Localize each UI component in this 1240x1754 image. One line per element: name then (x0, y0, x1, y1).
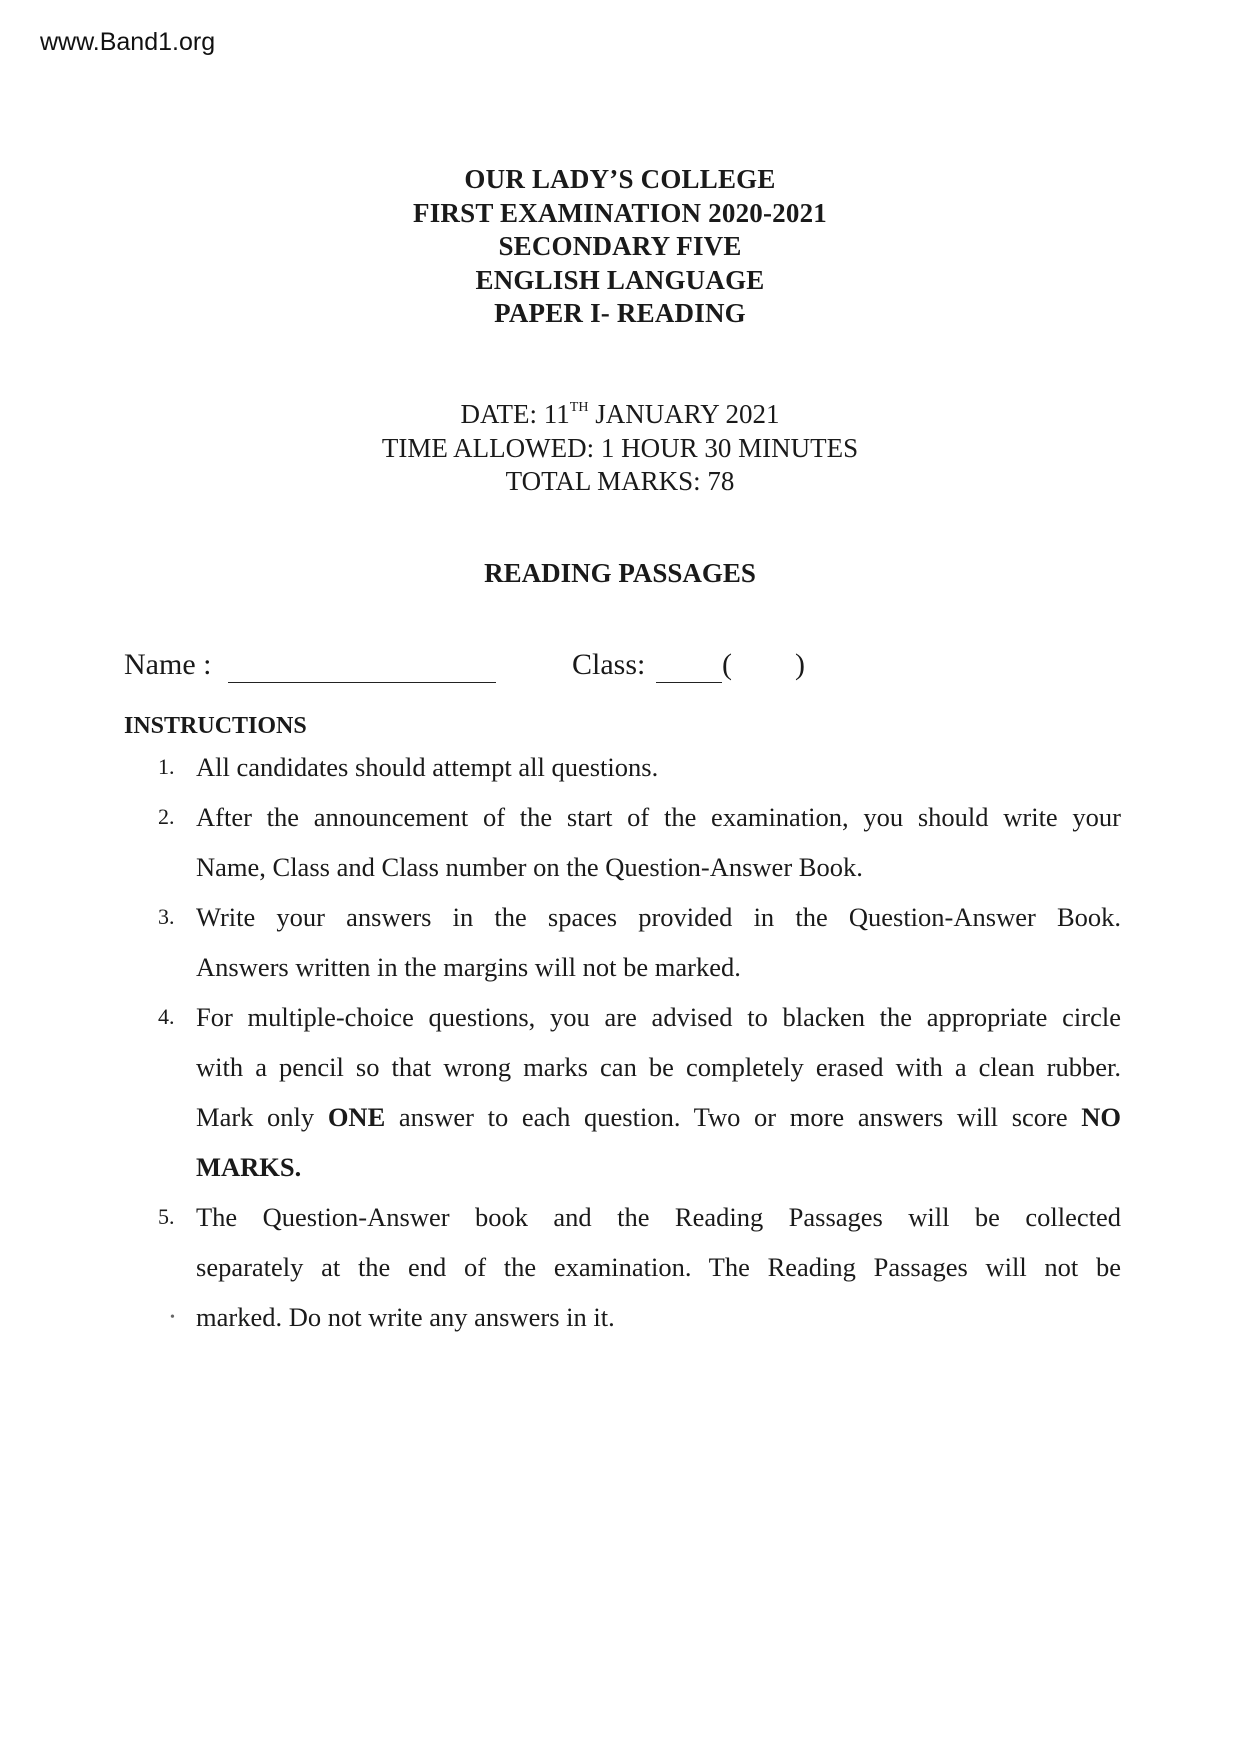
instruction-line: For multiple-choice questions, you are advised to blacken the appropriate circle (196, 1002, 1121, 1032)
instruction-number: 2. (158, 804, 175, 829)
emphasis-no: NO (1081, 1102, 1122, 1132)
instruction-line: Answers written in the margins will not be marked. (196, 952, 741, 982)
level: SECONDARY FIVE (498, 231, 742, 261)
emphasis-one: ONE (327, 1102, 386, 1132)
class-label: Class: (572, 648, 646, 681)
instruction-number: 5. (158, 1204, 175, 1229)
instruction-item (158, 1192, 1121, 1342)
date-superscript: TH (569, 400, 589, 415)
exam-info (0, 398, 1240, 499)
exam-date: DATE: 11TH JANUARY 2021 (460, 399, 780, 429)
exam-name: FIRST EXAMINATION 2020-2021 (413, 197, 827, 228)
instructions-list (0, 742, 1240, 1342)
class-blank[interactable] (656, 682, 722, 683)
section-title: READING PASSAGES (484, 558, 756, 588)
school-name: OUR LADY’S COLLEGE (464, 164, 776, 194)
instruction-line: separately at the end of the examination. The Reading Passages will not be (196, 1252, 1121, 1282)
exam-header (0, 163, 1240, 331)
paper-title: PAPER I- READING (494, 298, 746, 328)
instruction-line: Name, Class and Class number on the Question-Answer Book. (196, 852, 863, 882)
instructions-heading: INSTRUCTIONS (124, 713, 307, 739)
total-marks: TOTAL MARKS: 78 (505, 466, 735, 496)
instruction-line: The Question-Answer book and the Reading Passages will be collected (196, 1202, 1121, 1232)
instruction-item (158, 892, 1121, 992)
instruction-number: 4. (158, 1004, 175, 1029)
class-number-paren-close: ) (795, 648, 805, 681)
instruction-item (158, 992, 1122, 1192)
name-blank[interactable] (228, 682, 496, 683)
instruction-number: 3. (158, 904, 175, 929)
emphasis-marks: MARKS. (196, 1152, 302, 1182)
instruction-text: All candidates should attempt all questions. (196, 752, 659, 782)
instruction-line: marked. Do not write any answers in it. (196, 1302, 615, 1332)
name-label: Name : (124, 648, 212, 681)
instruction-item (158, 742, 1121, 792)
instruction-line: After the announcement of the start of the examination, you should write your (196, 802, 1121, 832)
scan-speck: • (170, 1310, 175, 1325)
instruction-item (158, 792, 1121, 892)
instruction-line: Write your answers in the spaces provided in the Question-Answer Book. (196, 902, 1121, 932)
instruction-number: 1. (158, 754, 175, 779)
instruction-line: Mark only ONE answer to each question. Two or more answers will score NO (196, 1102, 1122, 1132)
instruction-line: with a pencil so that wrong marks can be completely erased with a clean rubber. (196, 1052, 1121, 1082)
time-allowed: TIME ALLOWED: 1 HOUR 30 MINUTES (381, 432, 859, 463)
subject: ENGLISH LANGUAGE (475, 264, 765, 295)
watermark: www.Band1.org (40, 28, 216, 56)
class-number-paren-open: ( (722, 648, 732, 681)
